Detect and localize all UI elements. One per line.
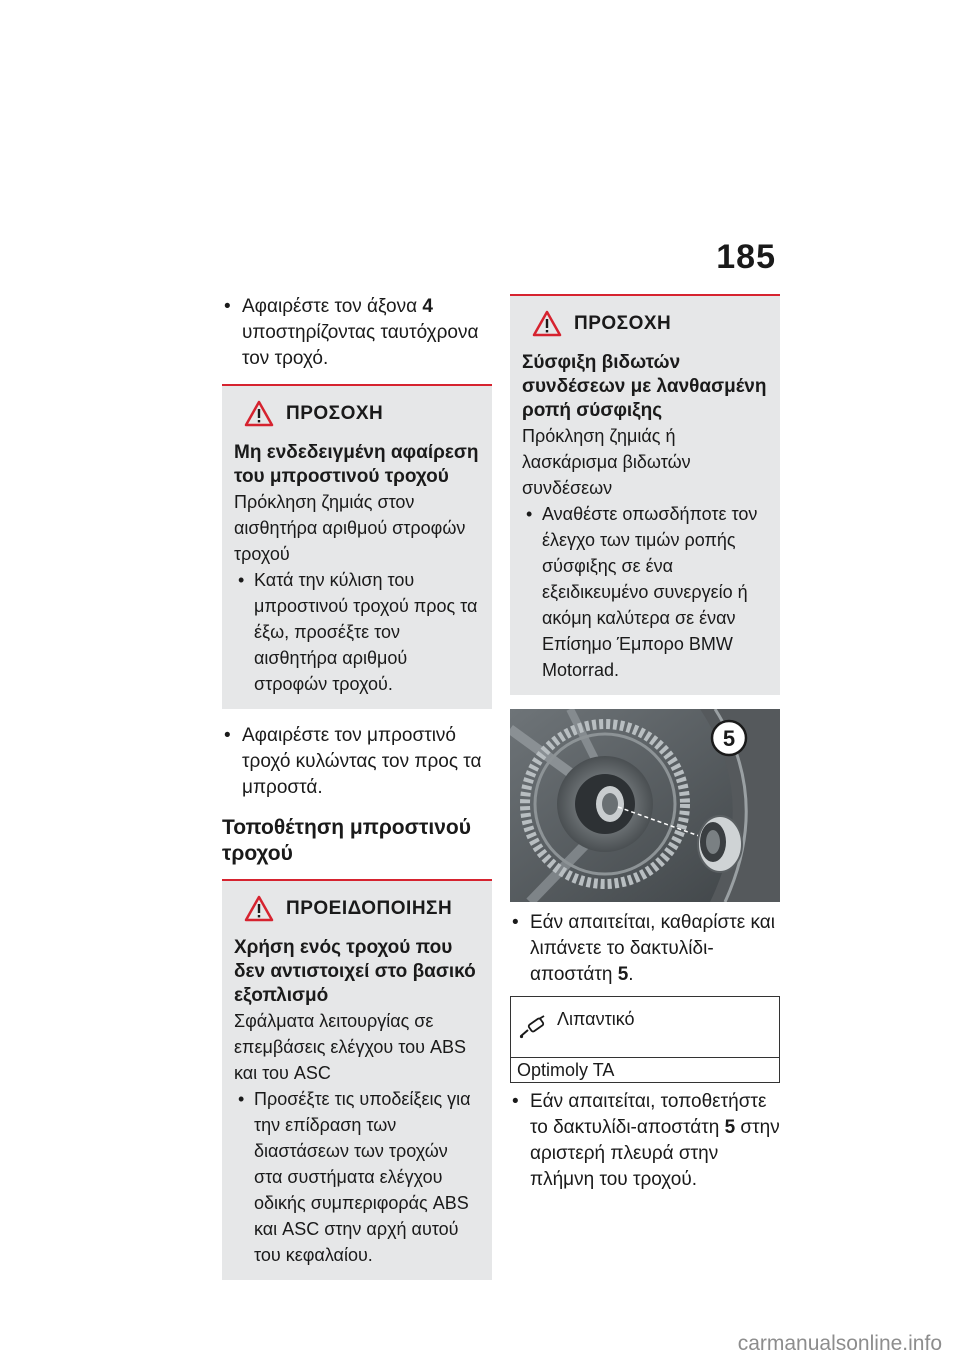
wheel-hub-illustration (510, 709, 780, 902)
bullet-text: υποστηρίζοντας ταυτόχρονα τον τροχό. (242, 322, 479, 369)
caution-label: ΠΡΟΣΟΧΗ (286, 402, 384, 424)
warning-title: Χρήση ενός τροχού που δεν αντιστοιχεί στο βασικό εξοπλισμό (234, 937, 476, 1006)
list-item: • Αφαιρέστε τον μπροστινό τροχό κυλώντας τον προς τα μπροστά. (222, 723, 492, 801)
warning-header (234, 895, 480, 922)
watermark: carmanualsonline.info (737, 1332, 942, 1355)
bullet-text: . (628, 964, 634, 985)
section-heading: Τοποθέτηση μπροστινού τροχού (222, 816, 471, 865)
caution-box (222, 384, 492, 709)
warning-box (222, 879, 492, 1280)
bullet-text: στην αριστερή πλευρά στην πλήμνη του τροχού. (530, 1117, 780, 1190)
warning-body: Σφάλματα λειτουργίας σε επεμβάσεις ελέγχου του ABS και του ASC (234, 1011, 467, 1083)
caution-box (510, 294, 780, 695)
caution-title: Μη ενδεδειγμένη αφαίρεση του μπροστινού τροχού (234, 442, 479, 487)
lubricant-value: Optimoly TA (511, 1057, 779, 1082)
part-reference: 5 (617, 964, 629, 985)
part-reference: 4 (422, 296, 433, 317)
warning-label: ΠΡΟΕΙΔΟΠΟΙΗΣΗ (286, 897, 453, 919)
left-column (222, 294, 492, 1294)
list-item (510, 910, 780, 988)
lubricant-header (511, 997, 779, 1057)
right-column (510, 294, 780, 1193)
list-item (510, 1089, 780, 1193)
warning-triangle-icon (532, 310, 562, 337)
warning-triangle-icon (244, 895, 274, 922)
grease-gun-icon (519, 1015, 547, 1039)
part-reference: 5 (724, 1117, 736, 1138)
figure-callout: 5 (722, 726, 736, 751)
page-number: 185 (716, 238, 776, 276)
caution-bullet: • Κατά την κύλιση του μπροστινού τροχού προς τα έξω, προσέξτε τον αισθητήρα αριθμού στροφών τροχού. (234, 567, 480, 697)
caution-bullet: • Αναθέστε οπωσδήποτε τον έλεγχο των τιμών ροπής σύσφιξης σε ένα εξειδικευμένο συνεργείο ή ακόμη καλύτερα σε έναν Επίσημο Έμπορο BMW Motorrad. (522, 501, 768, 683)
bullet-text: Εάν απαιτείται, τοποθετήστε το δακτυλίδι-αποστάτη (530, 1091, 767, 1138)
caution-body: Πρόκληση ζημιάς ή λασκάρισμα βιδωτών συνδέσεων (522, 426, 691, 498)
lubricant-table (510, 996, 780, 1083)
lubricant-label: Λιπαντικό (557, 1009, 635, 1029)
caution-header (234, 400, 480, 427)
list-item (222, 294, 492, 372)
caution-label: ΠΡΟΣΟΧΗ (574, 312, 672, 334)
bullet-text: Εάν απαιτείται, καθαρίστε και λιπάνετε το δακτυλίδι-αποστάτη (530, 912, 775, 985)
bullet-text: Αφαιρέστε τον άξονα (242, 296, 423, 317)
caution-body: Πρόκληση ζημιάς στον αισθητήρα αριθμού στροφών τροχού (234, 492, 466, 564)
warning-bullet: • Προσέξτε τις υποδείξεις για την επίδραση των διαστάσεων των τροχών στα συστήματα ελέγχου οδικής συμπεριφοράς ABS και ASC στην αρχή αυτού του κεφαλαίου. (234, 1086, 480, 1268)
caution-header (522, 310, 768, 337)
caution-title: Σύσφιξη βιδωτών συνδέσεων με λανθασμένη ροπή σύσφιξης (522, 352, 767, 421)
warning-triangle-icon (244, 400, 274, 427)
